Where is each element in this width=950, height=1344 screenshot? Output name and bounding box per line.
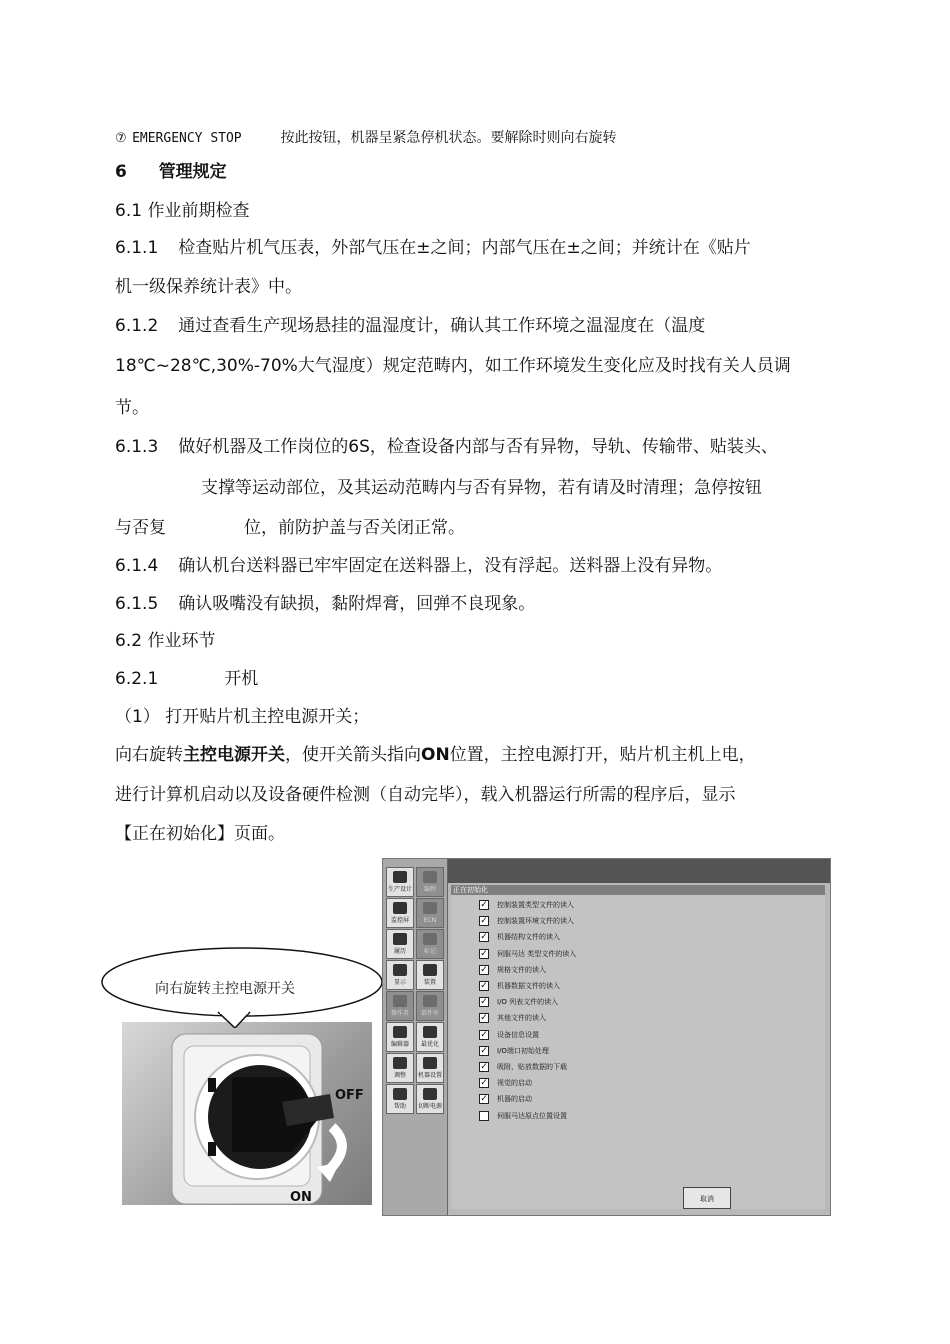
item-6-1-2-cont2: 节。 — [115, 398, 149, 418]
item-text-part: 与否复 — [115, 518, 166, 538]
side-button-icon — [423, 871, 437, 883]
side-button-16[interactable] — [416, 1084, 444, 1114]
checklist-label: I/O端口初始处理 — [497, 1046, 549, 1055]
side-button-4[interactable] — [416, 898, 444, 928]
item-text: 确认吸嘴没有缺损，黏附焊膏，回弹不良现象。 — [178, 594, 536, 614]
item-6-1-2 — [115, 315, 705, 337]
side-button-icon — [393, 902, 407, 914]
item-6-1-3-cont1: 支撑等运动部位，及其运动范畴内与否有异物，若有请及时清理；急停按钮 — [201, 478, 762, 498]
side-button-label: 装置 — [423, 979, 436, 986]
item-number: 6.1.4 — [115, 556, 159, 576]
checkbox[interactable]: ✓ — [480, 932, 488, 943]
checkbox[interactable]: ✓ — [480, 1045, 488, 1056]
side-button-icon — [423, 964, 437, 976]
initialization-screen — [382, 858, 831, 1216]
item-text-part: 位，前防护盖与否关闭正常。 — [244, 518, 465, 538]
para-text: 向右旋转 — [115, 745, 183, 765]
side-button-5[interactable] — [386, 929, 414, 959]
checkbox[interactable]: ✓ — [480, 997, 488, 1008]
paragraph-line-3: 【正在初始化】页面。 — [115, 824, 285, 844]
side-button-label: 显示 — [393, 979, 406, 986]
side-button-7[interactable] — [386, 960, 414, 990]
side-button-label: 操作者 — [390, 1010, 409, 1017]
side-button-label: 机器设置 — [417, 1072, 442, 1079]
step-1: （1） 打开贴片机主控电源开关； — [115, 707, 370, 727]
checkbox[interactable]: ✓ — [480, 1013, 488, 1024]
side-button-12[interactable] — [416, 1022, 444, 1052]
side-button-icon — [423, 902, 437, 914]
section-6-title: 管理规定 — [158, 162, 227, 182]
para-bold-text: ON — [421, 745, 450, 765]
side-button-label: 最优化 — [420, 1041, 439, 1048]
side-button-label: 编程 — [423, 886, 436, 893]
init-panel — [451, 885, 825, 1209]
side-button-icon — [423, 1057, 437, 1069]
checkbox[interactable]: ✓ — [480, 981, 488, 991]
panel-title: 正在初始化 — [451, 885, 825, 895]
checklist-label: 控制装置环境文件的读入 — [497, 917, 574, 926]
side-button-icon — [393, 933, 407, 945]
emergency-stop-label: EMERGENCY STOP — [132, 131, 242, 146]
item-number: 6.1.2 — [115, 316, 159, 336]
side-button-10[interactable] — [416, 991, 444, 1021]
side-button-icon — [423, 933, 437, 945]
item-number: 6.1.3 — [115, 437, 159, 457]
side-button-label: 标记 — [423, 948, 436, 955]
checkbox[interactable]: ✓ — [480, 900, 488, 910]
item-number: 6.1.5 — [115, 594, 159, 614]
checklist-label: 机器数据文件的读入 — [497, 982, 560, 990]
screen-header-bar — [383, 859, 830, 883]
item-6-1-3-cont2 — [115, 517, 465, 539]
side-button-label: 部件库 — [420, 1010, 439, 1017]
circle-number: ⑦ — [115, 131, 127, 146]
item-6-2-1 — [115, 668, 258, 690]
side-button-15[interactable] — [386, 1084, 414, 1114]
paragraph-line-2: 进行计算机启动以及设备硬件检测（自动完毕），载入机器运行所需的程序后，显示 — [115, 785, 736, 805]
checkbox[interactable]: ✓ — [480, 1029, 488, 1040]
item-text: 确认机台送料器已牢牢固定在送料器上，没有浮起。送料器上没有异物。 — [178, 556, 723, 576]
side-button-icon — [393, 995, 407, 1007]
side-button-icon — [393, 1088, 407, 1100]
side-button-label: 监控屏 — [390, 917, 409, 924]
para-text: 位置，主控电源打开，贴片机主机上电， — [449, 745, 756, 765]
checklist-label: 伺服马达 类型文件的读入 — [497, 949, 577, 958]
checkbox[interactable]: ✓ — [480, 1094, 488, 1105]
item-number: 6.2.1 — [115, 669, 159, 689]
side-button-2[interactable] — [416, 867, 444, 897]
side-button-icon — [393, 1057, 407, 1069]
side-button-label: 调整 — [393, 1072, 406, 1079]
item-6-1-2-cont1: 18℃~28℃,30%-70%大气湿度）规定范畴内，如工作环境发生变化应及时找有关人员调 — [115, 356, 791, 376]
item-6-1-1-cont: 机一级保养统计表》中。 — [115, 277, 302, 297]
side-button-icon — [423, 1088, 437, 1100]
side-button-label: 履历 — [393, 948, 406, 955]
item-6-1-5 — [115, 593, 535, 615]
side-button-1[interactable] — [386, 867, 414, 897]
checklist-label: I/O 列表文件的读入 — [497, 998, 559, 1007]
side-button-label: 生产设计 — [387, 886, 412, 893]
emergency-stop-desc: 按此按钮，机器呈紧急停机状态。要解除时则向右旋转 — [280, 130, 617, 146]
side-button-icon — [393, 871, 407, 883]
checklist-label: 机器的启动 — [497, 1095, 532, 1104]
side-button-icon — [393, 1026, 407, 1038]
off-label: OFF — [335, 1088, 364, 1103]
side-button-label: 帮助 — [393, 1103, 406, 1110]
side-button-14[interactable] — [416, 1053, 444, 1083]
side-button-11[interactable] — [386, 1022, 414, 1052]
section-6-heading — [115, 161, 227, 183]
side-button-13[interactable] — [386, 1053, 414, 1083]
side-button-label: 编辑器 — [390, 1041, 409, 1048]
checkbox[interactable]: ✓ — [480, 916, 488, 927]
rotary-switch-illustration — [122, 1022, 372, 1205]
side-button-icon — [423, 1026, 437, 1038]
checklist-label: 视觉的启动 — [497, 1079, 532, 1088]
checklist-label: 吸附、贴放数据的下载 — [497, 1063, 567, 1071]
checkbox[interactable]: ✓ — [480, 1078, 488, 1089]
checkbox[interactable]: ✓ — [480, 1062, 488, 1072]
item-text: 检查贴片机气压表，外部气压在±之间；内部气压在±之间；并统计在《贴片 — [178, 238, 751, 258]
para-bold-text: 主控电源开关 — [183, 745, 285, 765]
cancel-button[interactable]: 取消 — [683, 1187, 731, 1209]
side-button-9[interactable] — [386, 991, 414, 1021]
switch-photo — [122, 1022, 372, 1205]
heading-6-1: 6.1 作业前期检查 — [115, 201, 250, 221]
side-button-icon — [423, 995, 437, 1007]
item-6-1-1 — [115, 237, 751, 259]
heading-6-2: 6.2 作业环节 — [115, 631, 216, 651]
side-button-icon — [393, 964, 407, 976]
side-button-label: 切断电源 — [417, 1103, 442, 1110]
item-number: 6.1.1 — [115, 238, 159, 258]
side-menu — [383, 859, 448, 1215]
checklist-label: 规格文件的读入 — [497, 965, 546, 974]
speech-bubble-text: 向右旋转主控电源开关 — [155, 981, 295, 997]
on-label: ON — [290, 1190, 312, 1205]
item-6-1-3 — [115, 436, 778, 458]
checklist-label: 伺服马达原点位置设置 — [497, 1111, 567, 1120]
side-button-8[interactable] — [416, 960, 444, 990]
checklist-label: 其他文件的读入 — [497, 1014, 546, 1023]
checkbox[interactable]: ✓ — [480, 964, 488, 975]
item-text: 做好机器及工作岗位的6S，检查设备内部与否有异物，导轨、传输带、贴装头、 — [178, 437, 778, 457]
checklist-label: 机器结构文件的读入 — [497, 933, 560, 942]
side-button-3[interactable] — [386, 898, 414, 928]
side-button-6[interactable] — [416, 929, 444, 959]
section-6-number: 6 — [115, 162, 127, 182]
emergency-stop-line — [115, 126, 616, 150]
checklist-label: 设备信息设置 — [497, 1030, 539, 1039]
checkbox[interactable] — [479, 1111, 489, 1121]
checklist-label: 控制装置类型文件的读入 — [497, 901, 574, 909]
item-6-1-4 — [115, 555, 722, 577]
item-text: 通过查看生产现场悬挂的温湿度计，确认其工作环境之温湿度在（温度 — [178, 316, 706, 336]
side-button-label: ECN — [423, 917, 437, 924]
paragraph-line-1 — [115, 744, 756, 766]
item-text: 开机 — [224, 669, 259, 689]
para-text: ，使开关箭头指向 — [285, 745, 421, 765]
checkbox[interactable]: ✓ — [480, 948, 488, 959]
